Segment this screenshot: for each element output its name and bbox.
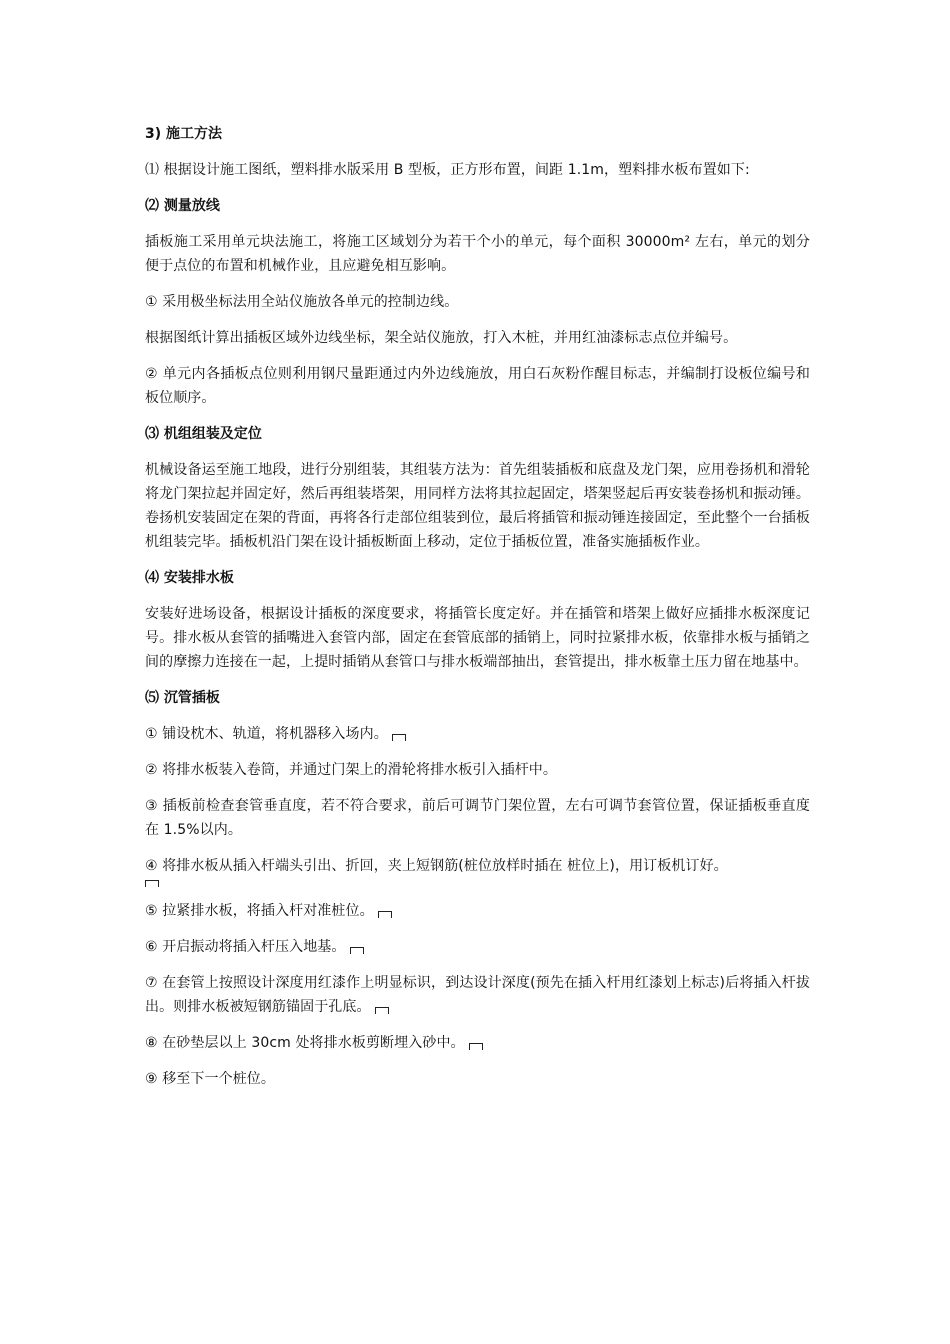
paragraph-install-method: 安装好进场设备，根据设计插板的深度要求，将插管长度定好。并在插管和塔架上做好应插排水板深度记号。排水板从套管的插嘴进入套管内部，固定在套管底部的插销上，同时拉紧排水板，依靠排水板与插销之间的摩擦力连接在一起，上提时插销从套管口与排水板端部抽出，套管提出，排水板靠土压力留在地基中。 bbox=[145, 606, 810, 670]
paragraph-return-icon bbox=[392, 734, 406, 741]
list-item-step-2 bbox=[145, 758, 810, 782]
list-item-text: ① 铺设枕木、轨道，将机器移入场内。 bbox=[145, 726, 388, 742]
list-item-step-7 bbox=[145, 971, 810, 1019]
paragraph-step-1-control-lines: ① 采用极坐标法用全站仪施放各单元的控制边线。 bbox=[145, 294, 459, 310]
list-item-text: ⑥ 开启振动将插入杆压入地基。 bbox=[145, 939, 346, 955]
paragraph-step-2-point-layout: ② 单元内各插板点位则利用钢尺量距通过内外边线施放，用白石灰粉作醒目标志，并编制打设板位编号和板位顺序。 bbox=[145, 366, 810, 406]
paragraph-unit-division: 插板施工采用单元块法施工，将施工区域划分为若干个小的单元，每个面积 30000m² 左右，单元的划分便于点位的布置和机械作业，且应避免相互影响。 bbox=[145, 234, 810, 274]
list-item-step-3 bbox=[145, 794, 810, 842]
paragraph-assembly-method: 机械设备运至施工地段，进行分别组装，其组装方法为：首先组装插板和底盘及龙门架，应用卷扬机和滑轮将龙门架拉起并固定好，然后再组装塔架，用同样方法将其拉起固定，塔架竖起后再安装卷扬机和振动锤。卷扬机安装固定在架的背面，再将各行走部位组装到位，最后将插管和振动锤连接固定，至此整个一台插板机组装完毕。插板机沿门架在设计插板断面上移动，定位于插板位置，准备实施插板作业。 bbox=[145, 462, 810, 550]
paragraph-drainage-board-layout: ⑴ 根据设计施工图纸，塑料排水版采用 B 型板，正方形布置，间距 1.1m，塑料排水板布置如下: bbox=[145, 162, 750, 178]
list-item-step-9 bbox=[145, 1067, 810, 1091]
list-item-text: ⑤ 拉紧排水板，将插入杆对准桩位。 bbox=[145, 903, 374, 919]
subheading-survey: ⑵ 测量放线 bbox=[145, 198, 220, 214]
list-item-text: ⑦ 在套管上按照设计深度用红漆作上明显标识，到达设计深度(预先在插入杆用红漆划上标志)后将插入杆拔出。则排水板被短钢筋锚固于孔底。 bbox=[145, 975, 810, 1015]
list-item-step-1 bbox=[145, 722, 810, 746]
subheading-machine-assembly: ⑶ 机组组装及定位 bbox=[145, 426, 262, 442]
document-body bbox=[145, 122, 810, 1103]
list-item-step-8 bbox=[145, 1031, 810, 1055]
subheading-sinking-pipe: ⑸ 沉管插板 bbox=[145, 690, 220, 706]
list-item-text: ③ 插板前检查套管垂直度，若不符合要求，前后可调节门架位置，左右可调节套管位置，保证插板垂直度在 1.5%以内。 bbox=[145, 798, 810, 838]
list-item-step-4 bbox=[145, 854, 810, 887]
list-item-text: ⑧ 在砂垫层以上 30cm 处将排水板剪断埋入砂中。 bbox=[145, 1035, 465, 1051]
paragraph-return-icon bbox=[350, 947, 364, 954]
paragraph-return-icon bbox=[469, 1043, 483, 1050]
section-heading-construction-method: 3) 施工方法 bbox=[145, 126, 223, 142]
list-item-text: ④ 将排水板从插入杆端头引出、折回，夹上短钢筋(桩位放样时插在 桩位上)，用订板机订好。 bbox=[145, 858, 728, 874]
list-item-text: ⑨ 移至下一个桩位。 bbox=[145, 1071, 276, 1087]
paragraph-return-icon bbox=[375, 1007, 389, 1014]
list-item-step-5 bbox=[145, 899, 810, 923]
subheading-install-drainage-board: ⑷ 安装排水板 bbox=[145, 570, 234, 586]
paragraph-return-icon bbox=[378, 911, 392, 918]
list-item-text: ② 将排水板装入卷筒，并通过门架上的滑轮将排水板引入插杆中。 bbox=[145, 762, 557, 778]
paragraph-return-icon bbox=[145, 880, 159, 887]
paragraph-coordinates: 根据图纸计算出插板区域外边线坐标，架全站仪施放，打入木桩，并用红油漆标志点位并编号。 bbox=[145, 330, 738, 346]
list-item-step-6 bbox=[145, 935, 810, 959]
